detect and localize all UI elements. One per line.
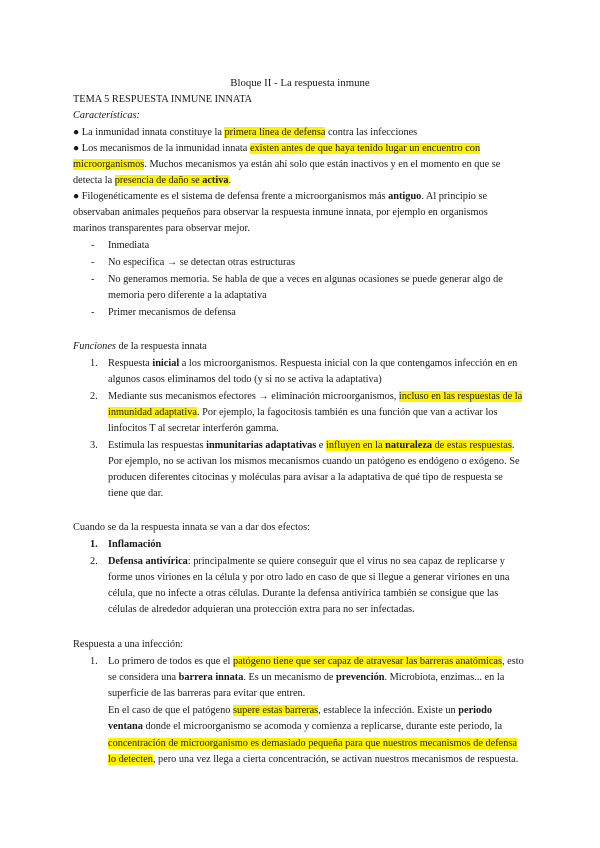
- dash-bullet: -: [91, 240, 95, 251]
- function-2: Mediante sus mecanismos efectores → eliminación microorganismos, incluso en las respuestas de la: [108, 391, 523, 402]
- characteristic-2-cont: microorganismos. Muchos mecanismos ya están ahí solo que están inactivos y en el momento en que se: [73, 159, 501, 170]
- response-1-cont: superficie de las barreras para evitar que entren.: [108, 688, 306, 699]
- response-1-cont: se considera una barrera innata. Es un mecanismo de prevención. Microbiota, enzimas... en la: [108, 672, 505, 683]
- effect-2-cont: célula, que no infecte a otras células. Durante la defensa antivírica también se consigue que las: [108, 588, 499, 599]
- characteristics-label: Características:: [73, 110, 140, 121]
- list-number: 2.: [90, 556, 98, 567]
- characteristic-3-cont: marinos transparentes para observar mejor.: [73, 223, 250, 234]
- function-3-cont: tiene que dar.: [108, 488, 164, 499]
- infection-intro: Respuesta a una infección:: [73, 639, 184, 650]
- characteristic-1: ● La inmunidad innata constituye la primera línea de defensa contra las infecciones: [73, 127, 418, 138]
- dash-bullet: -: [91, 307, 95, 318]
- dash-bullet: -: [91, 274, 95, 285]
- response-1-cont: En el caso de que el patógeno supere estas barreras, establece la infección. Existe un periodo: [108, 705, 493, 716]
- list-item: No específica → se detectan otras estructuras: [108, 257, 295, 268]
- response-1: Lo primero de todos es que el patógeno tiene que ser capaz de atravesar las barreras anatómicas, esto: [108, 656, 524, 667]
- functions-heading: Funciones de la respuesta innata: [73, 341, 207, 352]
- function-2-cont: inmunidad adaptativa. Por ejemplo, la fagocitosis también es una función que van a activar los: [108, 407, 498, 418]
- list-item: Primer mecanismos de defensa: [108, 307, 236, 318]
- function-1: Respuesta inicial a los microorganismos. Respuesta inicial con la que contengamos infección en en: [108, 358, 518, 369]
- characteristic-2: ● Los mecanismos de la inmunidad innata existen antes de que haya tenido lugar un encuentro con: [73, 143, 481, 154]
- effect-1: Inflamación: [108, 539, 162, 550]
- response-1-cont: lo detecten, pero una vez llega a cierta concentración, se activan nuestros mecanismos de respuesta.: [108, 754, 519, 765]
- function-3-cont: Por ejemplo, no se activan los mismos mecanismos cuando un patógeno es endógeno o exógeno. Se: [108, 456, 520, 467]
- function-3: Estimula las respuestas inmunitarias adaptativas e influyen en la naturaleza de estas respuestas.: [108, 440, 515, 451]
- list-number: 1.: [90, 539, 98, 550]
- characteristic-3: ● Filogenéticamente es el sistema de defensa frente a microorganismos más antiguo. Al principio se: [73, 191, 488, 202]
- list-number: 1.: [90, 656, 98, 667]
- list-number: 2.: [90, 391, 98, 402]
- list-number: 1.: [90, 358, 98, 369]
- response-1-cont: concentración de microorganismo es demasiado pequeña para que nuestros mecanismos de defensa: [108, 738, 517, 749]
- characteristic-2-cont: detecta la presencia de daño se activa.: [73, 175, 232, 186]
- response-1-cont: ventana donde el microorganismo se acomoda y comienza a replicarse, durante este periodo, la: [108, 721, 503, 732]
- function-1-cont: algunos casos eliminamos del todo (y si no se activa la adaptativa): [108, 374, 382, 385]
- dash-bullet: -: [91, 257, 95, 268]
- section-heading: TEMA 5 RESPUESTA INMUNE INNATA: [73, 94, 253, 105]
- effect-2: Defensa antivírica: principalmente se quiere conseguir que el virus no sea capaz de replicarse y: [108, 556, 505, 567]
- function-3-cont: producen diferentes citocinas y moléculas para avisar a la adaptativa de qué tipo de respuesta se: [108, 472, 503, 483]
- list-number: 3.: [90, 440, 98, 451]
- effect-2-cont: células de alrededor adquieran una protección extra para no ser infectadas.: [108, 604, 415, 615]
- characteristic-3-cont: observaban animales pequeños para observar la respuesta inmune innata, por ejemplo en organismos: [73, 207, 488, 218]
- function-2-cont: linfocitos T al secretar interferón gamma.: [108, 423, 279, 434]
- list-item-cont: memoria pero diferente a la adaptativa: [108, 290, 267, 301]
- page-title: Bloque II - La respuesta inmune: [230, 77, 370, 89]
- list-item: Inmediata: [108, 240, 150, 251]
- effect-2-cont: forme unos viriones en la célula y por otro lado en caso de que si llegue a generar viriones en una: [108, 572, 510, 583]
- effects-intro: Cuando se da la respuesta innata se van a dar dos efectos:: [73, 522, 311, 533]
- list-item: No generamos memoria. Se habla de que a veces en algunas ocasiones se puede generar algo de: [108, 274, 503, 285]
